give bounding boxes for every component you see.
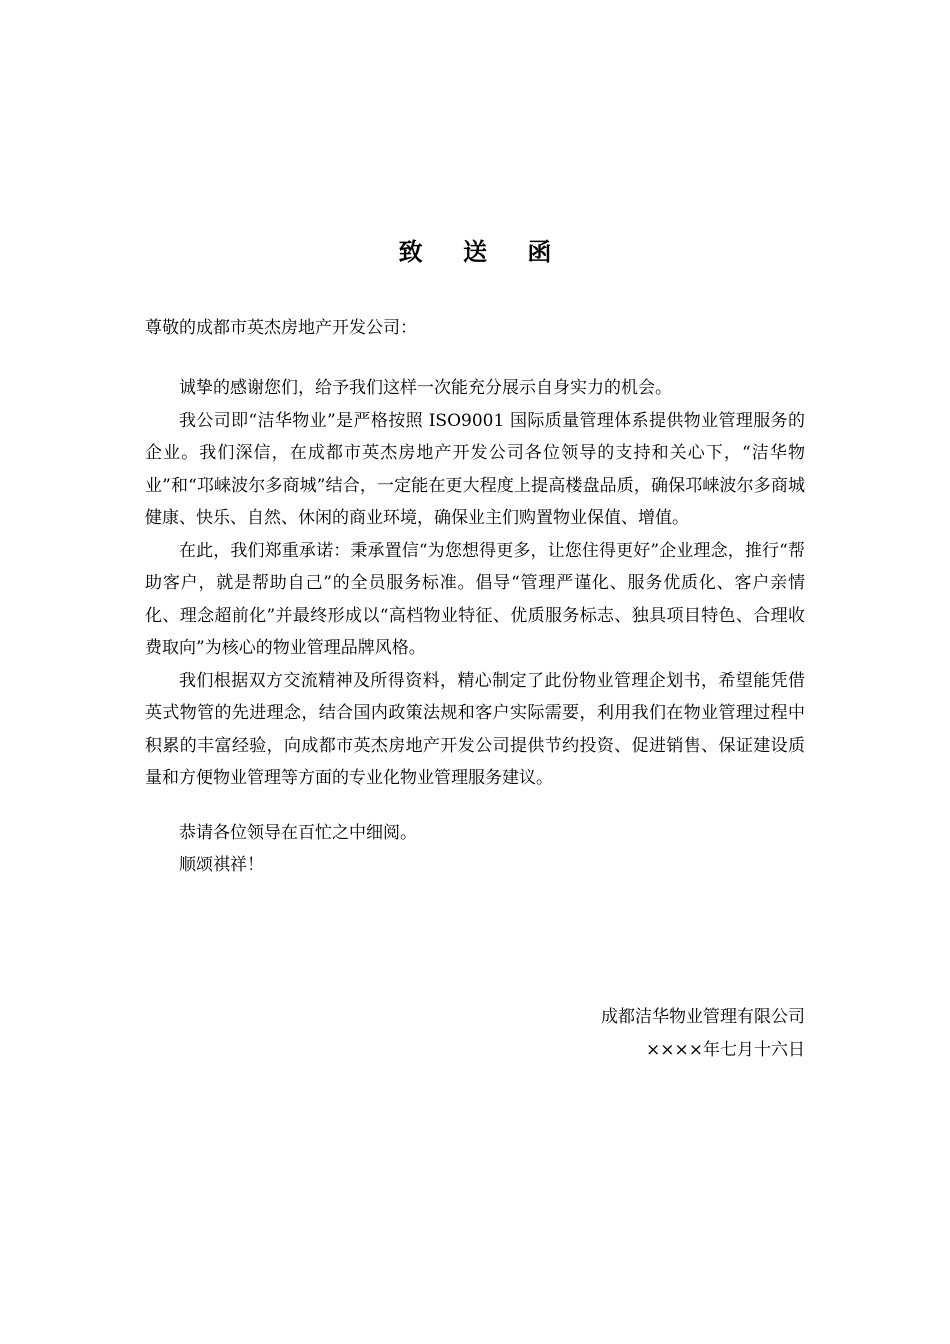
letter-body — [145, 372, 805, 882]
letter-title: 致 送 函 — [398, 237, 568, 266]
paragraph-commitment: 在此，我们郑重承诺：秉承置信“为您想得更多，让您住得更好”企业理念，推行“帮助客户，就是帮助自己”的全员服务标准。倡导“管理严谨化、服务优质化、客户亲情化、理念超前化”并最终形成以“高档物业特征、优质服务标志、独具项目特色、合理收费取向”为核心的物业管理品牌风格。 — [145, 540, 805, 658]
salutation: 尊敬的成都市英杰房地产开发公司： — [145, 318, 417, 338]
signature-company: 成都洁华物业管理有限公司 — [601, 1007, 805, 1027]
paragraph-proposal: 我们根据双方交流精神及所得资料，精心制定了此份物业管理企划书，希望能凭借英式物管的先进理念，结合国内政策法规和客户实际需要，利用我们在物业管理过程中积累的丰富经验，向成都市英杰房地产开发公司提供节约投资、促进销售、保证建设质量和方便物业管理等方面的专业化物业管理服务建议。 — [145, 670, 805, 788]
paragraph-company-intro: 我公司即“洁华物业”是严格按照 ISO9001 国际质量管理体系提供物业管理服务的企业。我们深信，在成都市英杰房地产开发公司各位领导的支持和关心下，“洁华物业”和“邛崃波尔多商城”结合，一定能在更大程度上提高楼盘品质，确保邛崃波尔多商城健康、快乐、自然、休闲的商业环境，确保业主们购置物业保值、增值。 — [145, 410, 805, 528]
signature-date: ××××年七月十六日 — [646, 1039, 805, 1060]
paragraph-thanks: 诚挚的感谢您们，给予我们这样一次能充分展示自身实力的机会。 — [179, 378, 672, 398]
signature-block — [601, 1001, 805, 1066]
closing-regards: 顺颂祺祥！ — [179, 855, 264, 875]
closing-request: 恭请各位领导在百忙之中细阅。 — [179, 822, 417, 843]
